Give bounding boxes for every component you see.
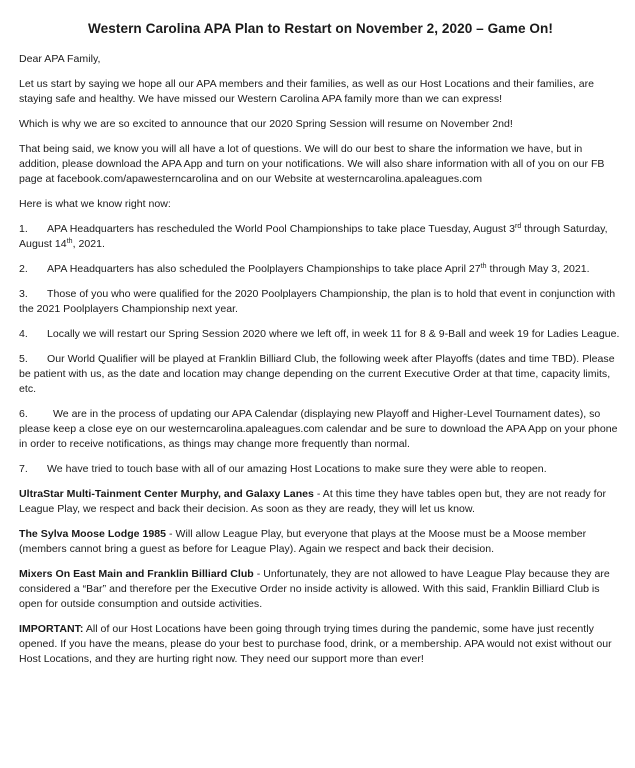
list-item-text: Those of you who were qualified for the 2020 Poolplayers Championship, the plan is to hold that event in conjunction with the 2021 Poolplayers Championship next year. [19, 288, 616, 315]
important-text: All of our Host Locations have been going through trying times during the pandemic, some have just recently opened. If you have the means, please do your best to purchase food, drink, or a membership. APA would not exist without our Host Locations, and they are hurting right now. They need our support more than ever! [19, 623, 612, 665]
list-item [19, 407, 622, 452]
list-item-number: 6. [19, 408, 28, 420]
location-text: - Unfortunately, they are not allowed to have League Play because they are considered a “Bar” and therefore per the Executive Order no inside activity is allowed. With this said, Franklin Billiard Club is open for outside consumption and outside activities. [19, 568, 610, 610]
list-item-text: We are in the process of updating our APA Calendar (displaying new Playoff and Higher-Level Tournament dates), so please keep a close eye on our westerncarolina.apaleagues.com calendar and be sure to download the APA App on your phone in order to receive notifications, as things may change more frequently than normal. [19, 408, 618, 450]
list-item-text: We have tried to touch base with all of our amazing Host Locations to make sure they were able to reopen. [47, 463, 547, 475]
list-item-text: APA Headquarters has also scheduled the Poolplayers Championships to take place April 27 [47, 263, 481, 275]
announcement-paragraph: Which is why we are so excited to announce that our 2020 Spring Session will resume on November 2nd! [19, 118, 513, 130]
list-item-text: , 2021. [72, 238, 105, 250]
list-item-number: 1. [19, 223, 28, 235]
location-paragraph [19, 527, 622, 557]
list-item-number: 4. [19, 328, 28, 340]
list-item-number: 2. [19, 263, 28, 275]
superscript: th [66, 238, 73, 245]
location-name: Mixers On East Main and Franklin Billiard Club [19, 568, 254, 580]
location-text: - At this time they have tables open but, they are not ready for League Play, we respect and back their decision. As soon as they are ready, they will let us know. [19, 488, 607, 515]
list-item [19, 287, 622, 317]
intro-paragraph: Let us start by saying we hope all our APA members and their families, as well as our Host Locations and their families, are staying safe and healthy. We have missed our Western Carolina APA family more than we can express! [19, 78, 595, 105]
list-item [19, 462, 622, 477]
list-item-number: 7. [19, 463, 28, 475]
list-item-text: through Saturday, August 14 [19, 223, 608, 250]
list-item-text: APA Headquarters has rescheduled the World Pool Championships to take place Tuesday, August 3 [47, 223, 515, 235]
list-item-text: through May 3, 2021. [486, 263, 590, 275]
list-item [19, 222, 622, 252]
known-intro: Here is what we know right now: [19, 198, 171, 210]
list-item [19, 352, 622, 397]
superscript: th [480, 263, 487, 270]
list-item [19, 327, 622, 342]
questions-paragraph: That being said, we know you will all have a lot of questions. We will do our best to share the information we have, but in addition, please download the APA App and turn on your notifications. We will also share information with all of you on our FB page at facebook.com/apawesterncarolina and on our Website at westerncarolina.apaleagues.com [19, 143, 605, 185]
document-title: Western Carolina APA Plan to Restart on November 2, 2020 – Game On! [88, 21, 553, 36]
list-item-text: Locally we will restart our Spring Session 2020 where we left off, in week 11 for 8 & 9-Ball and week 19 for Ladies League. [47, 328, 620, 340]
list-item-number: 5. [19, 353, 28, 365]
greeting: Dear APA Family, [19, 53, 101, 65]
list-item-text: Our World Qualifier will be played at Franklin Billiard Club, the following week after Playoffs (dates and time TBD). Please be patient with us, as the date and location may change depending on the current Executive Order at that time, capacity limits, etc. [19, 353, 615, 395]
location-name: UltraStar Multi-Tainment Center Murphy, and Galaxy Lanes [19, 488, 314, 500]
important-label: IMPORTANT: [19, 623, 84, 635]
location-text: - Will allow League Play, but everyone that plays at the Moose must be a Moose member (members cannot bring a guest as before for League Play). Again we respect and back their decision. [19, 528, 587, 555]
list-item [19, 262, 622, 277]
superscript: rd [514, 223, 522, 230]
location-paragraph [19, 567, 622, 612]
list-item-number: 3. [19, 288, 28, 300]
important-paragraph [19, 622, 622, 667]
location-name: The Sylva Moose Lodge 1985 [19, 528, 167, 540]
location-paragraph [19, 487, 622, 517]
